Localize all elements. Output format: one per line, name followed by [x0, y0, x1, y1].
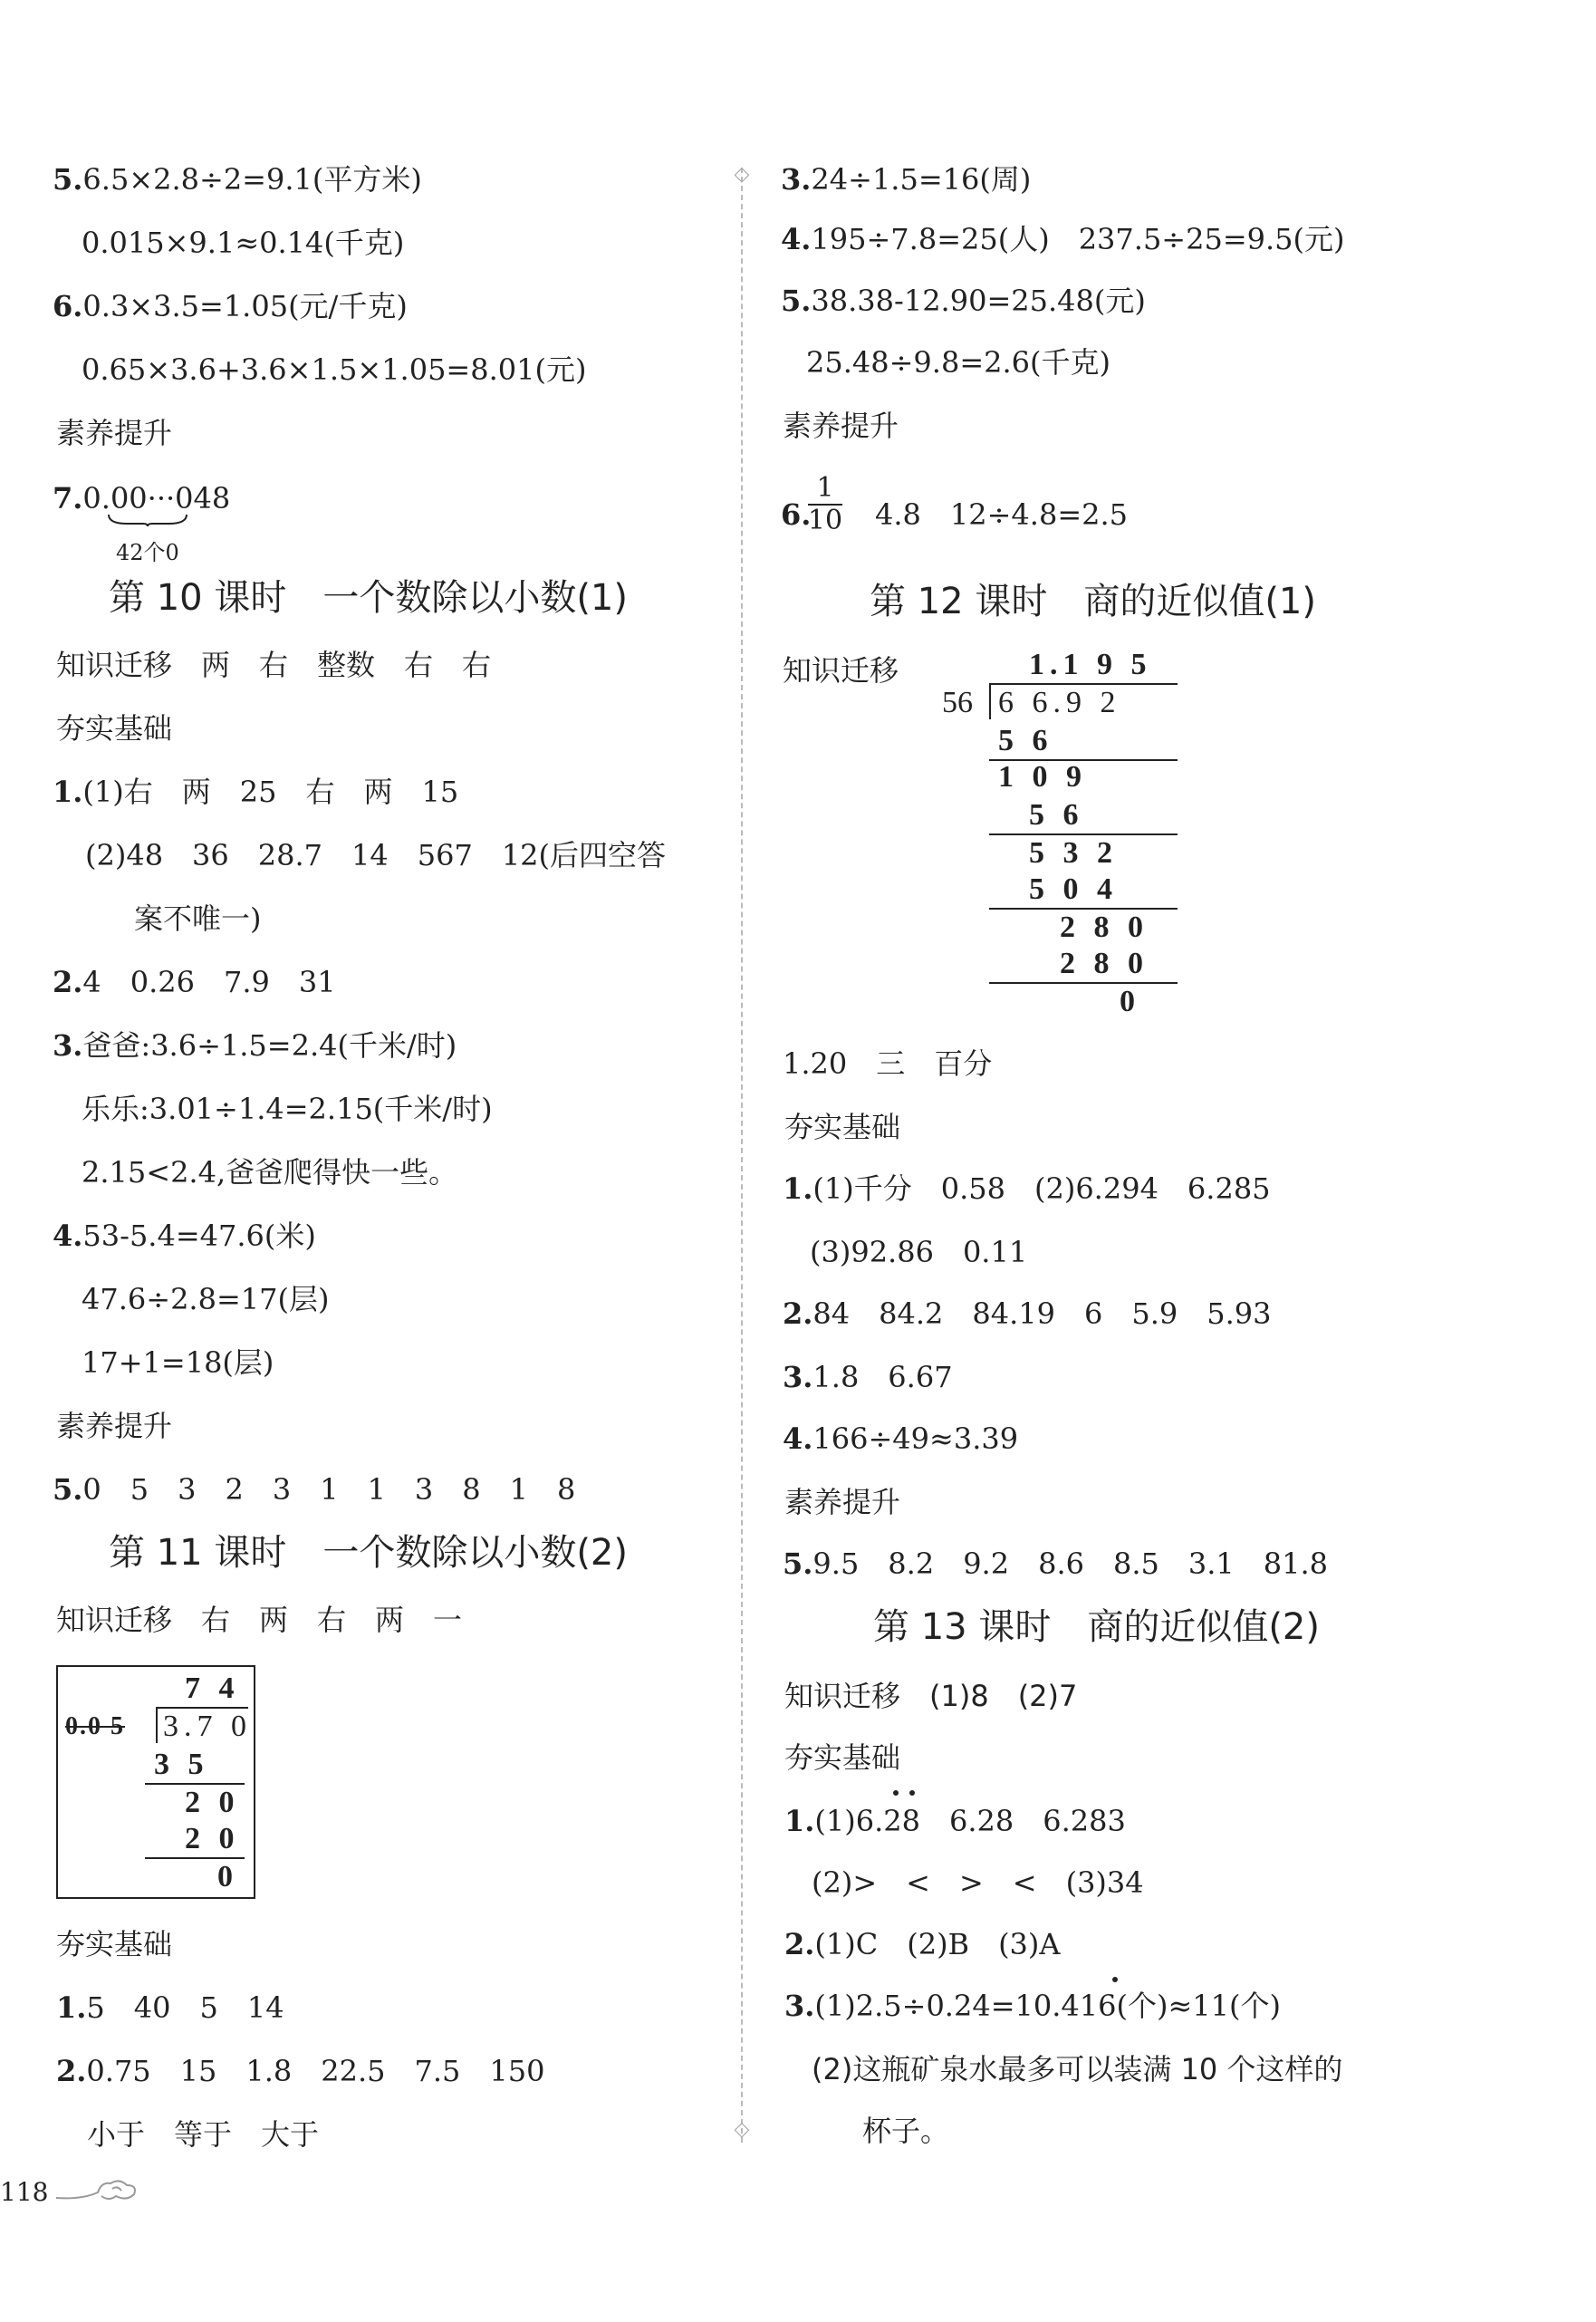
r-q4: 4.195÷7.8=25(人) 237.5÷25=9.5(元) — [781, 222, 1345, 256]
l10-q3-line1: 3.爸爸:3.6÷1.5=2.4(千米/时) — [53, 1028, 457, 1063]
lesson-10-title: 第 10 课时 一个数除以小数(1) — [109, 577, 628, 619]
l13-zhishi: 知识迁移 (1)8 (2)7 — [784, 1679, 1078, 1713]
r-q6-fraction — [806, 473, 844, 536]
q5-line2: 0.015×9.1≈0.14(千克) — [82, 226, 405, 260]
l12-div-bracket — [989, 683, 991, 719]
l11-hangshi: 夯实基础 — [56, 1927, 173, 1961]
section-suyang-1: 素养提升 — [56, 416, 173, 450]
l12-div-r2: 1 0 9 — [998, 760, 1087, 794]
l13-q1-line2: (2)> < > < (3)34 — [812, 1865, 1144, 1900]
l11-q1: 1.5 40 5 14 — [56, 1990, 284, 2025]
l12-q4: 4.166÷49≈3.39 — [783, 1421, 1019, 1456]
l12-q1-line2: (3)92.86 0.11 — [810, 1235, 1028, 1269]
l11-q2-line1: 2.0.75 15 1.8 22.5 7.5 150 — [56, 2054, 545, 2088]
l11-q2-line2: 小于 等于 大于 — [87, 2117, 320, 2152]
l12-div-dividend: 6 6.9 2 — [998, 686, 1121, 719]
l10-q1-line1: 1.(1)右 两 25 右 两 15 — [53, 775, 459, 809]
l11-div-bracket — [156, 1707, 158, 1743]
l10-q1-line2: (2)48 36 28.7 14 567 12(后四空答 — [85, 838, 667, 872]
l12-division — [942, 645, 1159, 1026]
l13-q3-line2: (2)这瓶矿泉水最多可以装满 10 个这样的 — [812, 2052, 1343, 2086]
page-number: 118 — [0, 2177, 49, 2207]
divider-top-diamond-icon: ◇ — [734, 163, 750, 186]
q6-line2: 0.65×3.6+3.6×1.5×1.05=8.01(元) — [82, 352, 587, 387]
l12-div-r8: 0 — [1120, 985, 1140, 1018]
l12-q3: 3.1.8 6.67 — [783, 1360, 953, 1394]
fraction-denominator: 10 — [807, 505, 843, 536]
q5-line1: 5.6.5×2.8÷2=9.1(平方米) — [53, 162, 422, 197]
r-q5-line2: 25.48÷9.8=2.6(千克) — [806, 345, 1110, 380]
l10-q2: 2.4 0.26 7.9 31 — [53, 965, 336, 999]
l10-zhishi: 知识迁移 两 右 整数 右 右 — [56, 648, 492, 682]
l11-div-dividend: 3.7 0 — [163, 1710, 252, 1743]
q7-note: 42个0 — [116, 540, 179, 565]
l11-division-box — [56, 1665, 255, 1899]
r-q5-line1: 5.38.38-12.90=25.48(元) — [781, 284, 1146, 318]
l12-div-r4: 5 3 2 — [1029, 836, 1118, 870]
l10-q1-line3: 案不唯一) — [134, 901, 262, 936]
l13-q3-line3: 杯子。 — [862, 2114, 950, 2148]
l12-q5: 5.9.5 8.2 9.2 8.6 8.5 3.1 81.8 — [783, 1546, 1329, 1581]
l13-q2: 2.(1)C (2)B (3)A — [784, 1927, 1061, 1961]
l12-zhishi: 知识迁移 — [783, 653, 899, 688]
l10-q4-line3: 17+1=18(层) — [82, 1345, 274, 1380]
l12-div-r1: 5 6 — [998, 724, 1053, 757]
l12-div-r6: 2 8 0 — [1060, 910, 1149, 944]
r-suyang: 素养提升 — [783, 409, 899, 443]
underbrace-icon — [107, 513, 188, 527]
l10-q5: 5.0 5 3 2 3 1 1 3 8 1 8 — [53, 1472, 576, 1507]
l10-q4-line1: 4.53-5.4=47.6(米) — [53, 1219, 316, 1253]
l11-div-r2: 2 0 — [185, 1786, 240, 1819]
l11-div-r4: 0 — [217, 1860, 238, 1893]
column-divider — [741, 168, 743, 2143]
l12-suyang: 素养提升 — [784, 1485, 901, 1519]
r-q6-rest: 4.8 12÷4.8=2.5 — [875, 497, 1129, 532]
lesson-11-title: 第 11 课时 一个数除以小数(2) — [109, 1532, 628, 1574]
l12-div-r3: 5 6 — [1029, 798, 1084, 832]
l13-q1-line1: 1.(1)6.28 6.28 6.283 — [784, 1804, 1126, 1838]
l10-hangshi: 夯实基础 — [56, 711, 173, 746]
l10-suyang: 素养提升 — [56, 1409, 173, 1443]
l12-hangshi: 夯实基础 — [784, 1110, 901, 1144]
l13-q3-line1: 3.(1)2.5÷0.24=10.416(个)≈11(个) — [784, 1989, 1281, 2023]
repeating-dot — [1112, 1977, 1118, 1982]
l13-hangshi: 夯实基础 — [784, 1740, 901, 1775]
l12-div-line4 — [989, 982, 1178, 984]
r-q3: 3.24÷1.5=16(周) — [781, 162, 1032, 197]
l10-q4-line2: 47.6÷2.8=17(层) — [82, 1282, 330, 1316]
fraction-numerator: 1 — [816, 472, 834, 504]
repeating-dot — [909, 1790, 915, 1796]
l12-div-r5: 5 0 4 — [1029, 872, 1118, 906]
l10-q3-line2: 乐乐:3.01÷1.4=2.15(千米/时) — [82, 1092, 493, 1126]
l12-after-division: 1.20 三 百分 — [783, 1046, 993, 1081]
l11-div-r1: 3 5 — [154, 1748, 209, 1781]
l11-div-quotient: 7 4 — [185, 1672, 240, 1705]
q7-line: 7.0.00···048 — [53, 481, 231, 515]
l12-div-divisor: 56 — [942, 686, 973, 719]
l12-div-r7: 2 8 0 — [1060, 947, 1149, 980]
l12-div-quotient: 1.1 9 5 — [1029, 648, 1152, 681]
l11-zhishi: 知识迁移 右 两 右 两 一 — [56, 1603, 463, 1637]
lesson-12-title: 第 12 课时 商的近似值(1) — [870, 581, 1316, 622]
l11-div-r3: 2 0 — [185, 1822, 240, 1855]
l12-q2: 2.84 84.2 84.19 6 5.9 5.93 — [783, 1296, 1272, 1331]
l11-div-divisor: 0.0 5 — [65, 1712, 125, 1740]
lesson-13-title: 第 13 课时 商的近似值(2) — [873, 1606, 1320, 1648]
r-q6-label: 6. — [781, 497, 812, 532]
q6-line1: 6.0.3×3.5=1.05(元/千克) — [53, 289, 408, 323]
divider-bottom-diamond-icon: ◇ — [734, 2118, 750, 2141]
l12-q1-line1: 1.(1)千分 0.58 (2)6.294 6.285 — [783, 1171, 1271, 1206]
l10-q3-line3: 2.15<2.4,爸爸爬得快一些。 — [82, 1155, 458, 1190]
cloud-ornament-icon — [54, 2174, 141, 2205]
repeating-dot — [893, 1790, 899, 1796]
